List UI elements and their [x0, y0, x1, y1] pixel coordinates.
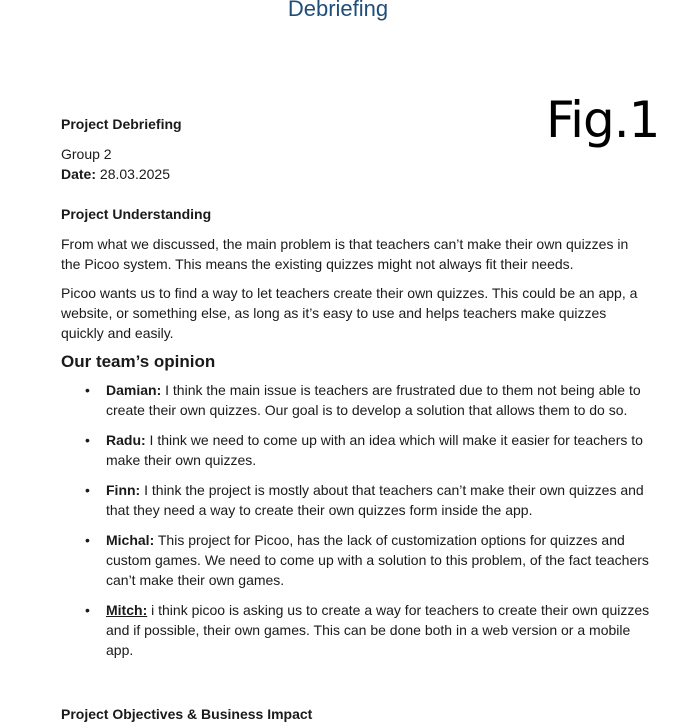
bullet-marker: • — [85, 602, 90, 618]
date-line — [61, 164, 651, 184]
opinion-text: i think picoo is asking us to create a way for teachers to create their own quizzes and if possible, their own games. This can be done both in a web version or a mobile app. — [106, 602, 650, 658]
project-debriefing-heading: Project Debriefing — [61, 116, 182, 132]
project-understanding-heading: Project Understanding — [61, 206, 212, 222]
opinion-item-radu — [85, 430, 651, 470]
document-body — [61, 114, 651, 670]
opinion-item-damian — [85, 380, 651, 420]
opinion-name-suffix: : — [142, 602, 148, 618]
date-value: 28.03.2025 — [96, 166, 170, 182]
opinion-name: Finn: — [106, 482, 141, 498]
opinion-text: I think the project is mostly about that teachers can’t make their own quizzes and that they need a way to create their own quizzes form inside the app. — [106, 482, 644, 518]
opinion-name: Mitch — [106, 602, 143, 618]
opinion-text: I think we need to come up with an idea which will make it easier for teachers to make their own quizzes. — [106, 432, 643, 468]
group-line: Group 2 — [61, 146, 112, 162]
document-title: Debriefing — [287, 0, 389, 21]
figure-label: Fig.1 — [546, 91, 660, 149]
team-opinion-heading: Our team’s opinion — [61, 352, 216, 371]
bullet-marker: • — [85, 482, 90, 498]
project-objectives-heading: Project Objectives & Business Impact — [61, 706, 313, 722]
bullet-marker: • — [85, 382, 90, 398]
opinion-item-finn — [85, 480, 651, 520]
opinion-name: Michal: — [106, 532, 155, 548]
understanding-paragraph-1: From what we discussed, the main problem is that teachers can’t make their own quizzes in the Picoo system. This means the existing quizzes might not always fit their needs. — [61, 236, 629, 272]
date-label: Date: — [61, 166, 97, 182]
opinion-text: This project for Picoo, has the lack of customization options for quizzes and custom games. We need to come up with a solution to this problem, of the fact teachers can’t make their own games. — [106, 532, 649, 588]
opinion-name: Damian: — [106, 382, 162, 398]
opinion-item-mitch — [85, 600, 651, 660]
understanding-paragraph-2: Picoo wants us to find a way to let teachers create their own quizzes. This could be an app, a website, or something else, as long as it’s easy to use and helps teachers make quizzes quickly and easily. — [61, 285, 638, 341]
opinion-text: I think the main issue is teachers are frustrated due to them not being able to create their own quizzes. Our goal is to develop a solution that allows them to do so. — [106, 382, 641, 418]
bullet-marker: • — [85, 532, 90, 548]
opinion-name: Radu: — [106, 432, 146, 448]
opinion-item-michal — [85, 530, 651, 590]
opinion-list — [61, 380, 651, 660]
bullet-marker: • — [85, 432, 90, 448]
